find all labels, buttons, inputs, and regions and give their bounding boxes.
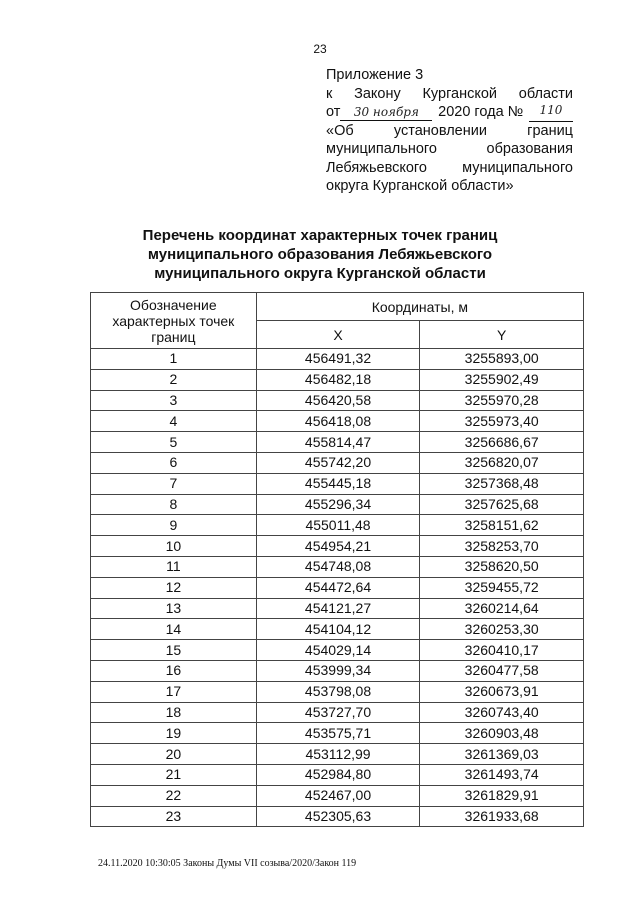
table-row <box>91 536 584 557</box>
x-coordinate-cell: 456420,58 <box>256 390 420 411</box>
annex-header <box>326 66 573 196</box>
y-coordinate-cell: 3258253,70 <box>420 536 584 557</box>
x-coordinate-cell: 455445,18 <box>256 473 420 494</box>
point-number-cell: 8 <box>91 494 257 515</box>
point-number-cell: 9 <box>91 515 257 536</box>
y-coordinate-cell: 3255893,00 <box>420 349 584 370</box>
table-row <box>91 577 584 598</box>
point-number-cell: 15 <box>91 640 257 661</box>
x-header: X <box>256 321 420 349</box>
x-coordinate-cell: 454121,27 <box>256 598 420 619</box>
table-row <box>91 369 584 390</box>
coordinates-table <box>90 292 584 827</box>
y-coordinate-cell: 3261493,74 <box>420 764 584 785</box>
y-coordinate-cell: 3259455,72 <box>420 577 584 598</box>
point-number-cell: 1 <box>91 349 257 370</box>
table-body <box>91 349 584 827</box>
point-number-cell: 11 <box>91 556 257 577</box>
y-coordinate-cell: 3256820,07 <box>420 452 584 473</box>
point-number-cell: 7 <box>91 473 257 494</box>
point-number-cell: 23 <box>91 806 257 827</box>
document-title <box>60 226 580 283</box>
annex-word: «Об <box>326 122 354 139</box>
annex-word: Курганской <box>422 85 498 102</box>
x-coordinate-cell: 452467,00 <box>256 785 420 806</box>
point-number-cell: 16 <box>91 660 257 681</box>
point-number-cell: 14 <box>91 619 257 640</box>
annex-law-line <box>326 85 573 104</box>
annex-law-name-line <box>326 122 573 141</box>
point-number-cell: 12 <box>91 577 257 598</box>
x-coordinate-cell: 455011,48 <box>256 515 420 536</box>
x-coordinate-cell: 454104,12 <box>256 619 420 640</box>
table-row <box>91 452 584 473</box>
annex-law-name-line <box>326 140 573 159</box>
table-row <box>91 660 584 681</box>
y-header: Y <box>420 321 584 349</box>
point-number-cell: 21 <box>91 764 257 785</box>
point-number-cell: 22 <box>91 785 257 806</box>
title-line: муниципального образования Лебяжьевского <box>147 246 493 263</box>
point-number-cell: 6 <box>91 452 257 473</box>
y-coordinate-cell: 3258620,50 <box>420 556 584 577</box>
point-number-cell: 19 <box>91 723 257 744</box>
date-year: 2020 года № <box>438 104 524 120</box>
annex-word: муниципального <box>326 141 437 157</box>
y-coordinate-cell: 3260477,58 <box>420 660 584 681</box>
annex-title: Приложение 3 <box>326 67 424 83</box>
point-number-cell: 5 <box>91 432 257 453</box>
handwritten-date: 30 ноября <box>340 105 432 121</box>
annex-word: Лебяжьевского <box>326 159 427 176</box>
annex-word: установлении <box>393 122 487 139</box>
y-coordinate-cell: 3255973,40 <box>420 411 584 432</box>
table-row <box>91 806 584 827</box>
table-row <box>91 349 584 370</box>
title-line: муниципального округа Курганской области <box>154 265 486 282</box>
point-number-cell: 10 <box>91 536 257 557</box>
designation-header: Обозначение характерных точек границ <box>91 293 257 349</box>
table-row <box>91 390 584 411</box>
y-coordinate-cell: 3258151,62 <box>420 515 584 536</box>
y-coordinate-cell: 3261369,03 <box>420 744 584 765</box>
annex-word: границ <box>527 122 573 139</box>
y-coordinate-cell: 3255902,49 <box>420 369 584 390</box>
point-number-cell: 20 <box>91 744 257 765</box>
x-coordinate-cell: 453575,71 <box>256 723 420 744</box>
annex-law-name-line: округа Курганской области» <box>326 178 514 194</box>
point-number-cell: 13 <box>91 598 257 619</box>
table-row <box>91 681 584 702</box>
document-footer: 24.11.2020 10:30:05 Законы Думы VII созыва/2020/Закон 119 <box>98 858 357 869</box>
annex-word: муниципального <box>462 159 573 176</box>
table-row <box>91 764 584 785</box>
y-coordinate-cell: 3256686,67 <box>420 432 584 453</box>
table-row <box>91 473 584 494</box>
x-coordinate-cell: 454029,14 <box>256 640 420 661</box>
x-coordinate-cell: 453999,34 <box>256 660 420 681</box>
annex-word: образования <box>486 141 573 157</box>
title-line: Перечень координат характерных точек границ <box>142 227 498 244</box>
y-coordinate-cell: 3260903,48 <box>420 723 584 744</box>
table-row <box>91 598 584 619</box>
table-row <box>91 640 584 661</box>
point-number-cell: 18 <box>91 702 257 723</box>
table-row <box>91 556 584 577</box>
table-row <box>91 411 584 432</box>
y-coordinate-cell: 3260743,40 <box>420 702 584 723</box>
y-coordinate-cell: 3261933,68 <box>420 806 584 827</box>
x-coordinate-cell: 453798,08 <box>256 681 420 702</box>
point-number-cell: 2 <box>91 369 257 390</box>
annex-word: к <box>326 85 333 102</box>
page-number: 23 <box>313 42 327 56</box>
x-coordinate-cell: 454472,64 <box>256 577 420 598</box>
x-coordinate-cell: 456418,08 <box>256 411 420 432</box>
x-coordinate-cell: 453727,70 <box>256 702 420 723</box>
x-coordinate-cell: 456491,32 <box>256 349 420 370</box>
x-coordinate-cell: 452305,63 <box>256 806 420 827</box>
y-coordinate-cell: 3257625,68 <box>420 494 584 515</box>
annex-date-line <box>326 103 573 122</box>
table-row <box>91 515 584 536</box>
y-coordinate-cell: 3260673,91 <box>420 681 584 702</box>
date-prefix: от <box>326 104 341 120</box>
table-row <box>91 494 584 515</box>
annex-date-group <box>326 103 432 122</box>
x-coordinate-cell: 453112,99 <box>256 744 420 765</box>
table-row <box>91 432 584 453</box>
annex-law-name-line <box>326 159 573 178</box>
y-coordinate-cell: 3261829,91 <box>420 785 584 806</box>
annex-word: Закону <box>354 85 401 102</box>
annex-word: области <box>518 85 573 102</box>
point-number-cell: 3 <box>91 390 257 411</box>
x-coordinate-cell: 454748,08 <box>256 556 420 577</box>
point-number-cell: 4 <box>91 411 257 432</box>
point-number-cell: 17 <box>91 681 257 702</box>
x-coordinate-cell: 455742,20 <box>256 452 420 473</box>
table-row <box>91 702 584 723</box>
y-coordinate-cell: 3260214,64 <box>420 598 584 619</box>
x-coordinate-cell: 455296,34 <box>256 494 420 515</box>
x-coordinate-cell: 455814,47 <box>256 432 420 453</box>
y-coordinate-cell: 3260410,17 <box>420 640 584 661</box>
table-row <box>91 744 584 765</box>
x-coordinate-cell: 452984,80 <box>256 764 420 785</box>
x-coordinate-cell: 454954,21 <box>256 536 420 557</box>
y-coordinate-cell: 3255970,28 <box>420 390 584 411</box>
y-coordinate-cell: 3257368,48 <box>420 473 584 494</box>
table-row <box>91 785 584 806</box>
coordinates-header: Координаты, м <box>256 293 583 321</box>
table-row <box>91 619 584 640</box>
y-coordinate-cell: 3260253,30 <box>420 619 584 640</box>
x-coordinate-cell: 456482,18 <box>256 369 420 390</box>
table-row <box>91 723 584 744</box>
handwritten-law-number: 110 <box>529 103 573 122</box>
